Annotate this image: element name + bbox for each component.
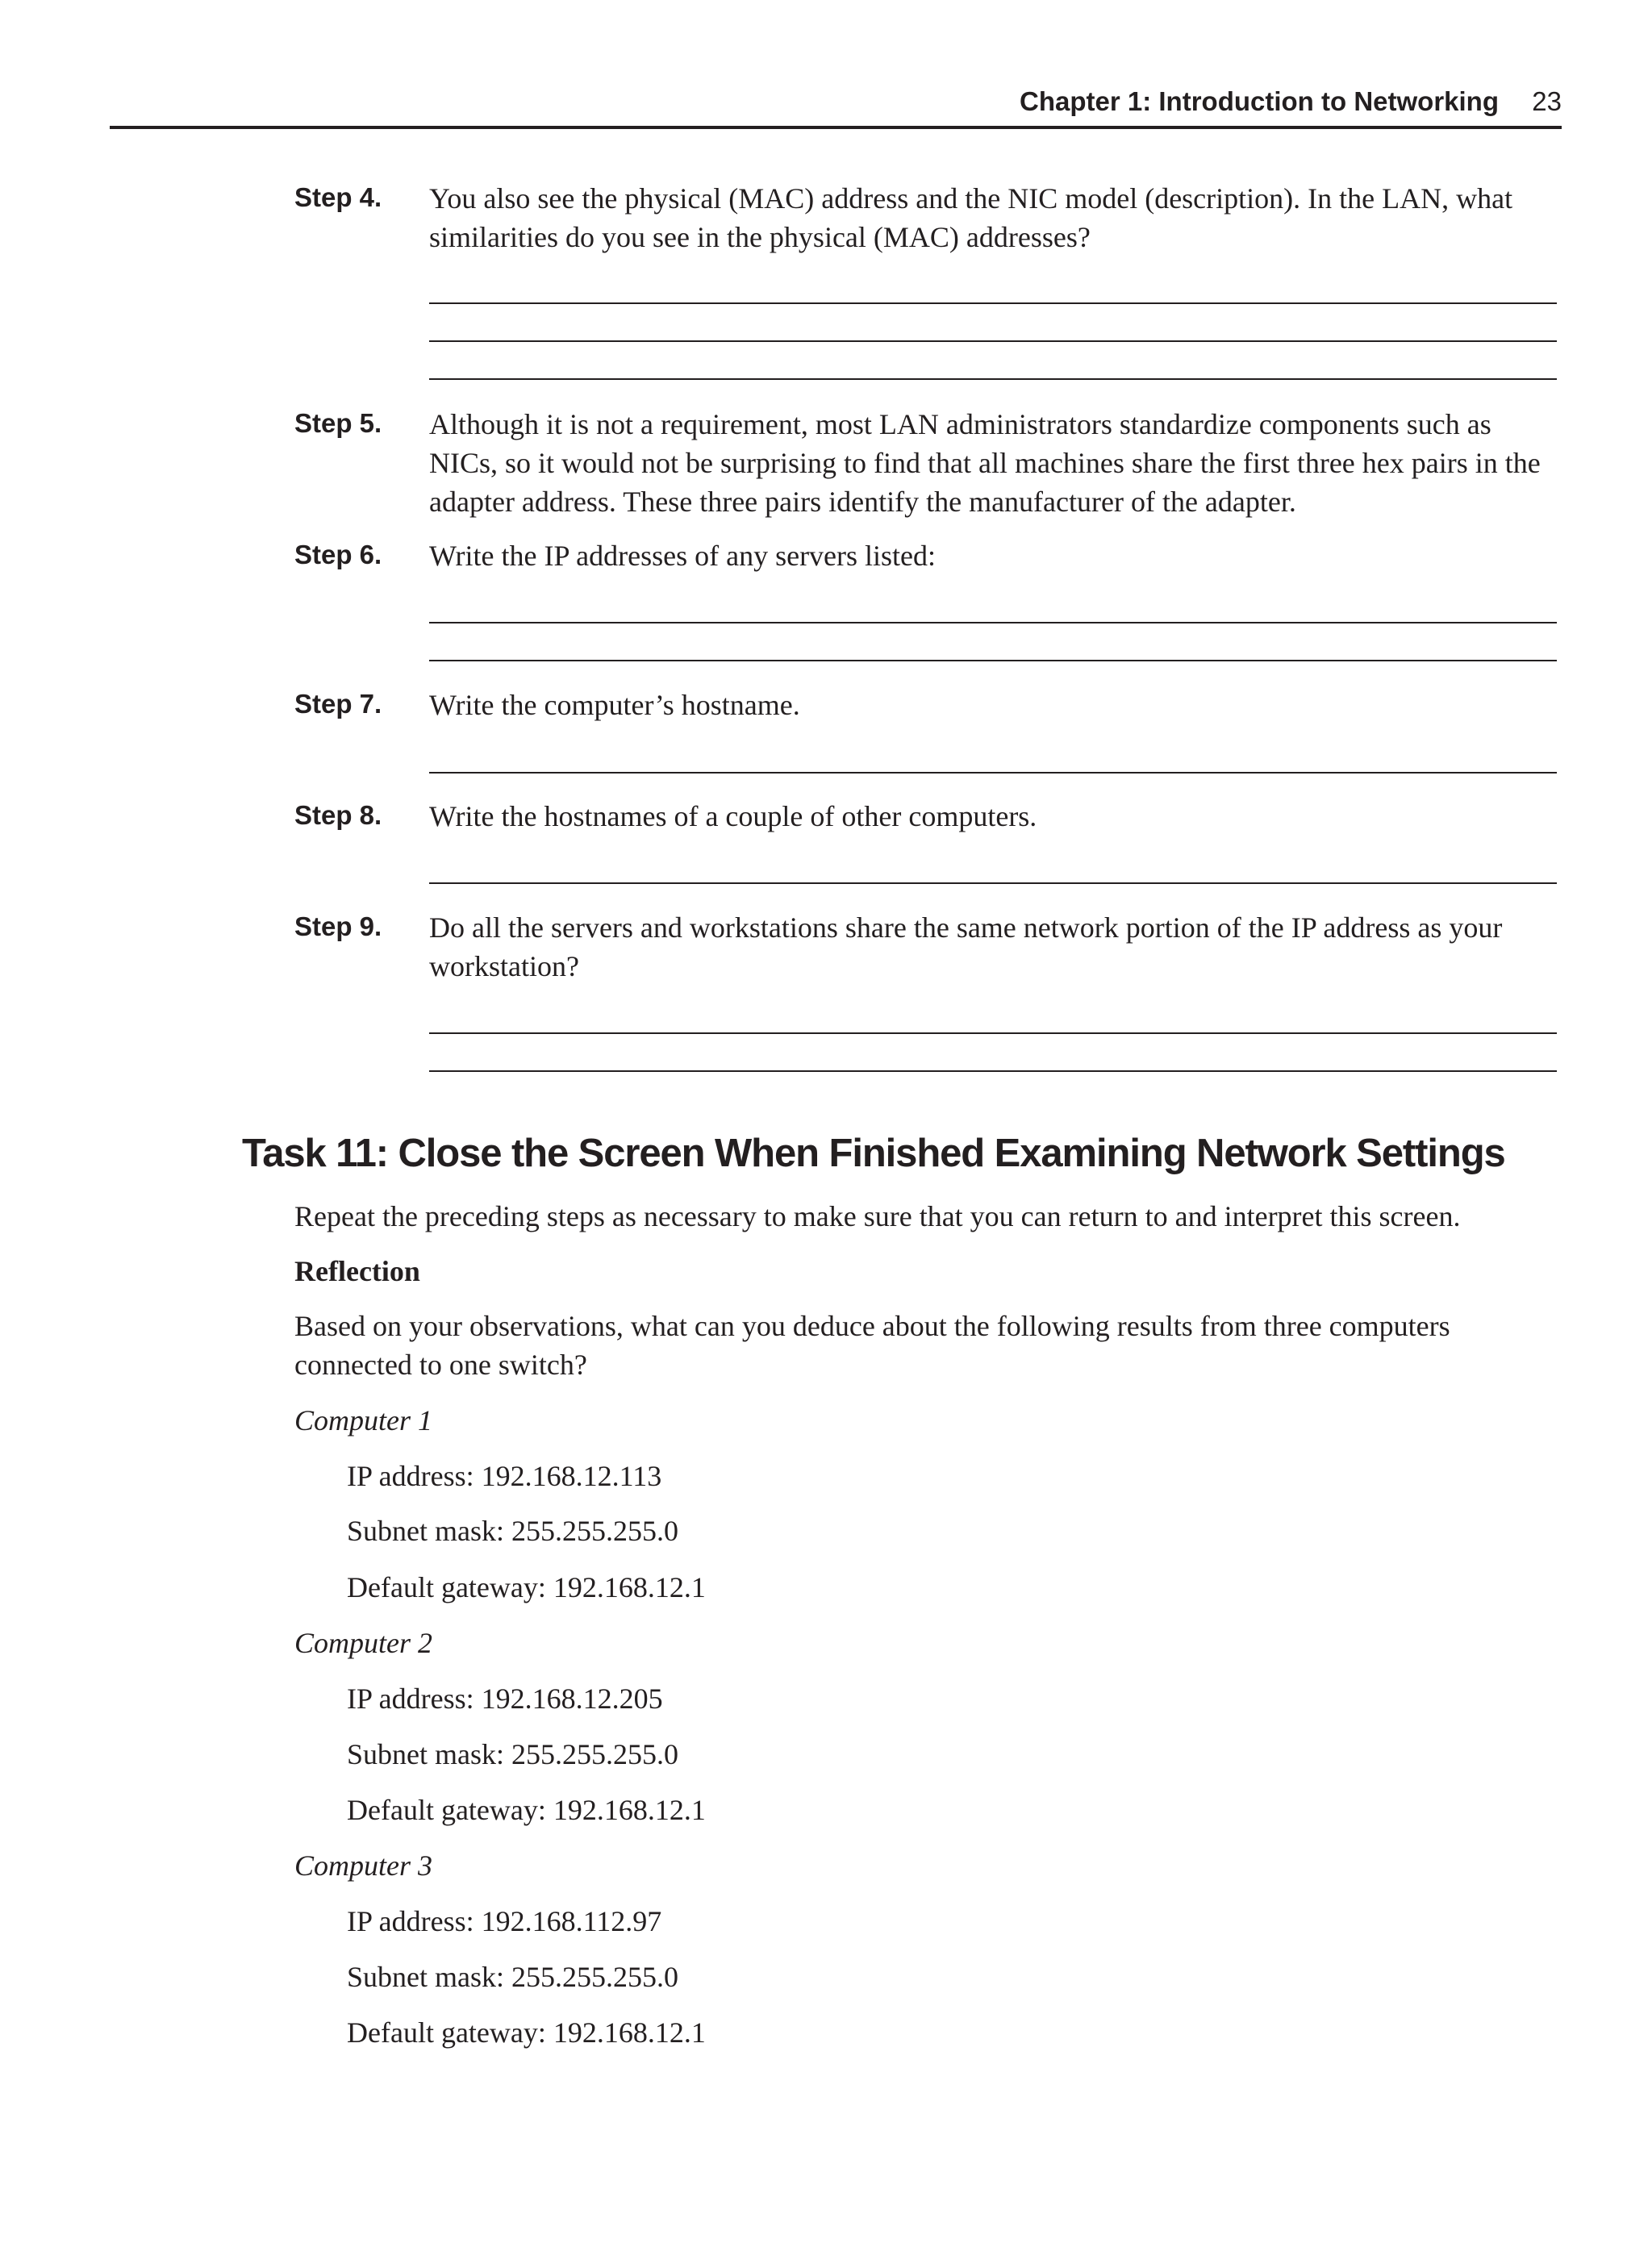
subnet-mask: Subnet mask: 255.255.255.0	[347, 1961, 678, 1993]
subnet-mask: Subnet mask: 255.255.255.0	[347, 1738, 678, 1770]
reflection-heading: Reflection	[294, 1255, 420, 1287]
step-text: You also see the physical (MAC) address and the NIC model (description). In the LAN, what similarities do you see in the physical (MAC) addresses?	[429, 182, 1513, 253]
step-label: Step 5.	[294, 408, 382, 438]
answer-line[interactable]	[429, 340, 1557, 342]
computer-name: Computer 2	[294, 1627, 432, 1659]
task-intro: Repeat the preceding steps as necessary to make sure that you can return to and interpret this screen.	[294, 1200, 1461, 1232]
ip-address: IP address: 192.168.112.97	[347, 1905, 662, 1937]
answer-line[interactable]	[429, 622, 1557, 623]
step-text: Although it is not a requirement, most LAN administrators standardize components such as NICs, so it would not be surprising to find that all machines share the first three hex pairs in the adapter address. These three pairs identify the manufacturer of the adapter.	[429, 408, 1541, 518]
answer-line[interactable]	[429, 1032, 1557, 1034]
subnet-mask: Subnet mask: 255.255.255.0	[347, 1515, 678, 1547]
answer-line[interactable]	[429, 660, 1557, 661]
chapter-title: Chapter 1: Introduction to Networking	[1020, 86, 1499, 116]
reflection-question: Based on your observations, what can you deduce about the following results from three computers connected to one switch?	[294, 1310, 1450, 1381]
running-header	[110, 81, 1562, 129]
ip-address: IP address: 192.168.12.113	[347, 1460, 662, 1492]
step-label: Step 4.	[294, 182, 382, 212]
default-gateway: Default gateway: 192.168.12.1	[347, 2016, 706, 2049]
step-text: Do all the servers and workstations share the same network portion of the IP address as your workstation?	[429, 911, 1503, 982]
step-text: Write the IP addresses of any servers listed:	[429, 540, 937, 572]
task-heading: Task 11: Close the Screen When Finished Examining Network Settings	[242, 1132, 1505, 1175]
step-label: Step 8.	[294, 800, 382, 830]
step-label: Step 6.	[294, 540, 382, 569]
computer-name: Computer 3	[294, 1849, 432, 1882]
default-gateway: Default gateway: 192.168.12.1	[347, 1571, 706, 1603]
default-gateway: Default gateway: 192.168.12.1	[347, 1794, 706, 1826]
ip-address: IP address: 192.168.12.205	[347, 1682, 663, 1715]
page-number: 23	[1532, 86, 1562, 116]
computer-name: Computer 1	[294, 1404, 432, 1436]
step-text: Write the computer’s hostname.	[429, 689, 800, 721]
answer-line[interactable]	[429, 378, 1557, 380]
answer-line[interactable]	[429, 882, 1557, 884]
step-label: Step 9.	[294, 911, 382, 941]
answer-line[interactable]	[429, 772, 1557, 773]
step-text: Write the hostnames of a couple of other computers.	[429, 800, 1037, 832]
step-label: Step 7.	[294, 689, 382, 719]
answer-line[interactable]	[429, 302, 1557, 304]
answer-line[interactable]	[429, 1070, 1557, 1072]
